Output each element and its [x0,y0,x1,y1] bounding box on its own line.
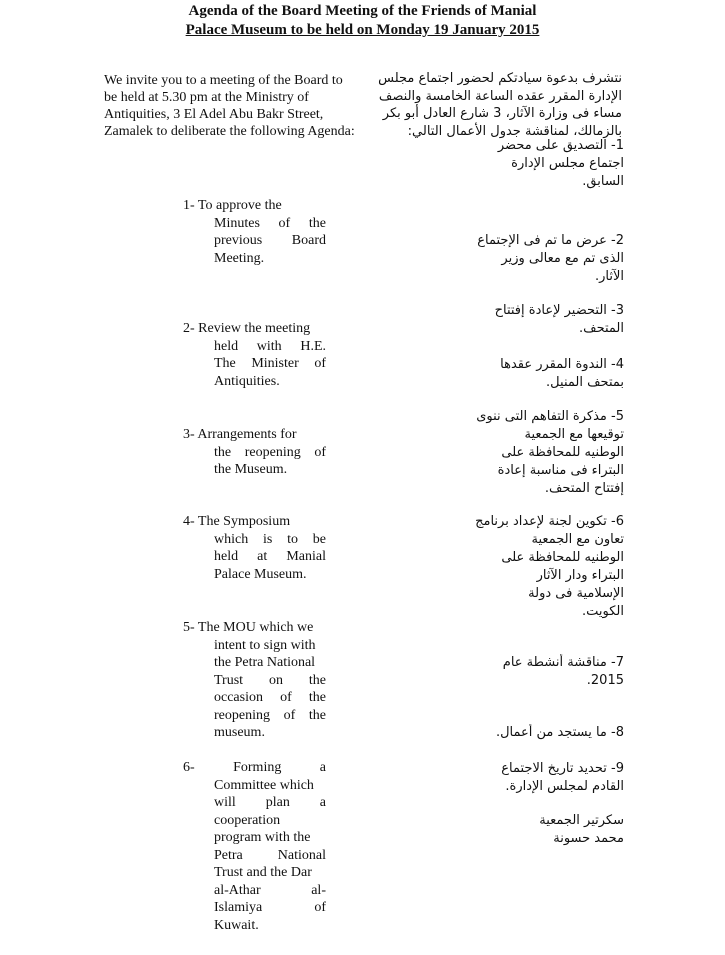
agenda-line: 2- عرض ما تم فى الإجتماع [477,233,624,248]
agenda-line: The Minister of [214,356,326,371]
agenda-line: Antiquities. [214,373,280,389]
agenda-line: بمتحف المنيل. [546,375,624,390]
intro-en-line: be held at 5.30 pm at the Ministry of [104,90,309,105]
signature-role: سكرتير الجمعية [539,813,624,828]
agenda-line: 7- مناقشة أنشطة عام [502,655,624,670]
agenda-item-ar-9 [452,760,624,796]
agenda-line: Petra National [214,847,326,863]
agenda-line: الذى تم مع معالى وزير [501,251,624,266]
agenda-line: القادم لمجلس الإدارة. [505,779,624,794]
agenda-line: program with the [214,830,311,845]
intro-en-line: Antiquities, 3 El Adel Abu Bakr Street, [104,107,324,122]
agenda-line: Kuwait. [214,917,259,933]
agenda-line: الآثار. [594,269,624,284]
agenda-item-ar-5 [452,408,624,498]
agenda-line: البتراء ودار الآثار [536,568,624,583]
intro-english [104,72,372,140]
agenda-item-ar-4 [452,356,624,392]
agenda-line: Meeting. [214,250,265,266]
agenda-item-en-1 [183,197,326,267]
agenda-item-ar-6 [452,513,624,621]
agenda-line: which is to be [214,531,326,547]
page-title-line-1: Agenda of the Board Meeting of the Friends of Manial [188,3,537,19]
intro-ar-line: بالزمالك، لمناقشة جدول الأعمال التالي: [407,123,622,139]
agenda-line: تعاون مع الجمعية [531,532,624,547]
agenda-line: will plan a [214,795,326,810]
signature-block [470,812,624,848]
agenda-item-ar-7 [452,654,624,690]
agenda-line: 8- ما يستجد من أعمال. [495,725,624,740]
agenda-line: previous Board [214,233,326,248]
agenda-line: Palace Museum. [214,566,307,582]
agenda-line: Minutes of the [214,215,326,231]
agenda-line: museum. [214,725,265,740]
agenda-line: الإسلامية فى دولة [528,586,624,601]
agenda-line: 9- تحديد تاريخ الاجتماع [501,761,624,776]
intro-arabic [370,70,622,140]
intro-ar-line: نتشرف بدعوة سيادتكم لحضور اجتماع مجلس [378,71,622,86]
agenda-line: the reopening of [214,444,326,460]
intro-en-line: Zamalek to deliberate the following Agenda: [104,124,355,139]
agenda-line: occasion of the [214,690,326,705]
agenda-line: Trust and the Dar [214,865,312,880]
agenda-line: cooperation [214,812,281,828]
agenda-item-en-3 [183,426,326,479]
agenda-item-en-6 [183,759,326,934]
agenda-line: held at Manial [214,549,326,564]
agenda-line: the Petra National [214,655,316,670]
signature-name: محمد حسونة [553,831,624,846]
agenda-line: البتراء فى مناسبة إعادة [497,463,624,478]
agenda-line: Islamiya of [214,900,326,915]
agenda-line: the Museum. [214,462,288,477]
page-title-line-2: Palace Museum to be held on Monday 19 January 2015 [185,22,540,38]
agenda-line: reopening of the [214,707,326,723]
agenda-line: اجتماع مجلس الإدارة [511,156,624,171]
agenda-line: 2015. [586,673,624,688]
agenda-line: al-Athar al- [214,882,326,898]
agenda-line: 3- التحضير لإعادة إفتتاح [494,303,624,318]
agenda-line: 6- Forming a [183,760,326,775]
agenda-item-ar-3 [452,302,624,338]
agenda-line: 4- الندوة المقرر عقدها [500,357,624,372]
agenda-line: الوطنيه للمحافظة على [501,445,624,460]
agenda-line: 3- Arrangements for [183,427,297,442]
agenda-item-ar-2 [452,232,624,286]
agenda-line: Trust on the [214,672,326,688]
agenda-line: 4- The Symposium [183,514,291,529]
agenda-item-en-5 [183,619,326,742]
intro-en-line: We invite you to a meeting of the Board to [104,73,343,88]
agenda-line: توقيعها مع الجمعية [524,427,624,442]
agenda-line: held with H.E. [214,338,326,354]
agenda-line: 6- تكوين لجنة لإعداد برنامج [475,514,624,529]
agenda-item-ar-8 [452,724,624,742]
agenda-line: المتحف. [579,321,624,336]
agenda-item-ar-1 [452,137,624,191]
agenda-line: intent to sign with [214,637,316,653]
agenda-line: الوطنيه للمحافظة على [501,550,624,565]
agenda-line: Committee which [214,777,314,793]
agenda-line: 5- The MOU which we [183,620,314,635]
agenda-item-en-2 [183,320,326,390]
intro-ar-line: مساء فى وزارة الآثار، 3 شارع العادل أبو بكر [382,106,622,121]
intro-ar-line: الإدارة المقرر عقده الساعة الخامسة والنصف [378,88,622,104]
agenda-item-en-4 [183,513,326,583]
agenda-line: إفتتاح المتحف. [544,481,624,496]
agenda-line: 1- التصديق على محضر [497,138,624,153]
agenda-line: 2- Review the meeting [183,321,311,336]
agenda-line: 5- مذكرة التفاهم التى ننوى [476,409,624,424]
agenda-line: 1- To approve the [183,198,282,213]
agenda-line: السابق. [582,174,624,189]
agenda-line: الكويت. [582,604,624,619]
